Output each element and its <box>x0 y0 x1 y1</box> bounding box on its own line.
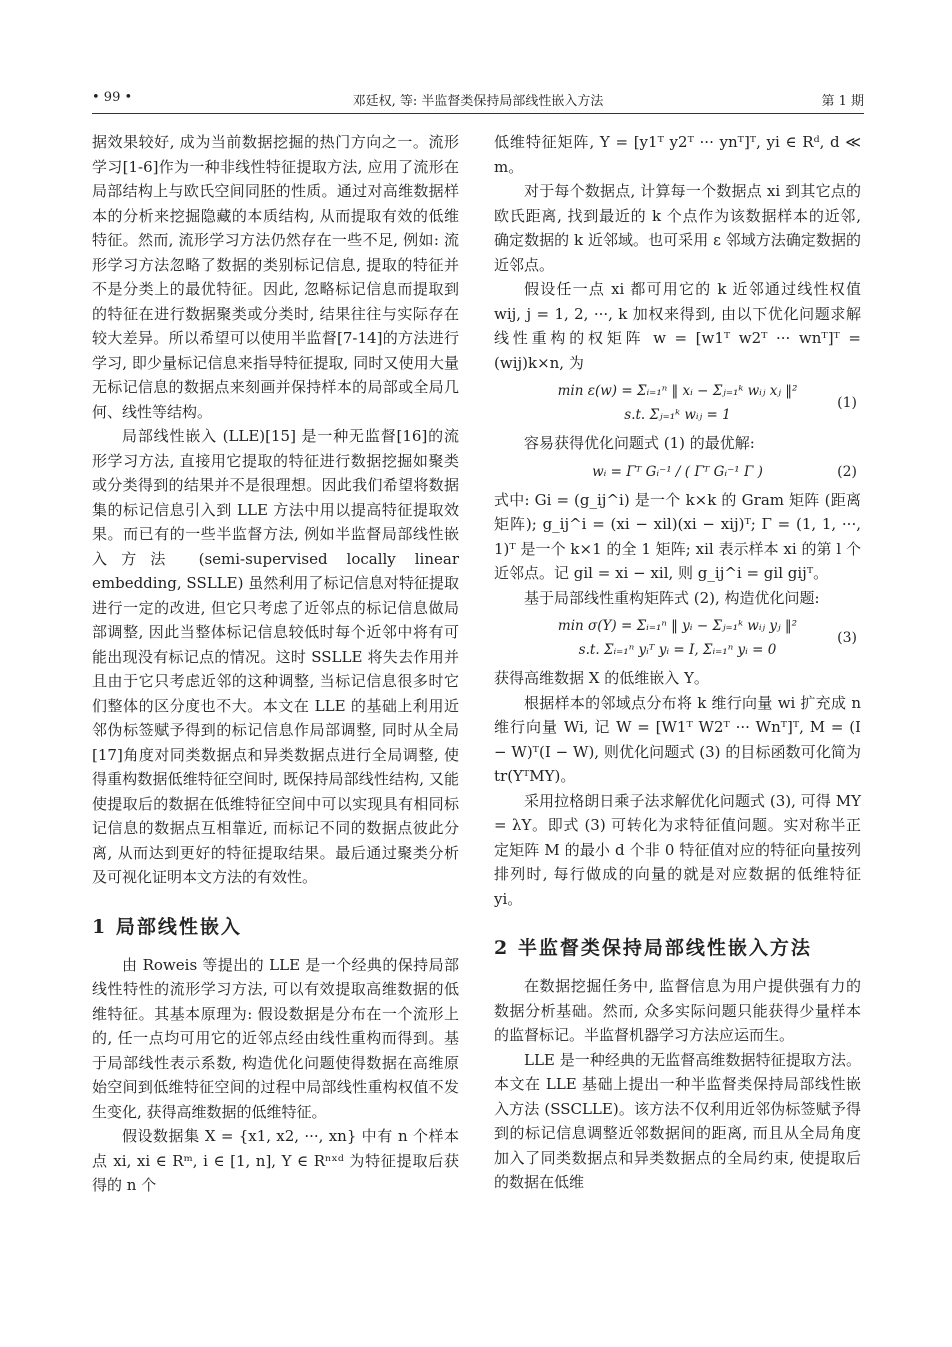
paragraph-lagrange: 采用拉格朗日乘子法求解优化问题式 (3), 可得 MY = λY。即式 (3) 可转化为求特征值问题。实对称半正定矩阵 M 的最小 d 个非 0 特征值对应的特征向量按列排列时, 每行做成的向量的就是对应数据的低维特征 yi。 <box>494 791 861 908</box>
equation-2-formula: wᵢ = Γᵀ Gᵢ⁻¹ / ( Γᵀ Gᵢ⁻¹ Γ ) <box>592 463 763 480</box>
running-title: 邓廷权, 等: 半监督类保持局部线性嵌入方法 <box>352 94 604 109</box>
paragraph-supervision: 在数据挖掘任务中, 监督信息为用户提供强有力的数据分析基础。然而, 众多实际问题只能获得少量样本的监督标记。半监督机器学习方法应运而生。 <box>494 977 861 1044</box>
equation-3-objective: min σ(Y) = Σᵢ₌₁ⁿ ‖ yᵢ − Σⱼ₌₁ᵏ wᵢⱼ yⱼ ‖² <box>557 618 798 634</box>
section-heading-1: 1 局部线性嵌入 <box>92 915 242 938</box>
paragraph-sscle: LLE 是一种经典的无监督高维数据特征提取方法。本文在 LLE 基础上提出一种半监督类保持局部线性嵌入方法 (SSCLLE)。该方法不仅利用近邻伪标签赋予得到的标记信息调整近邻数据间的距离, 而且从全局角度加入了同类数据点和异类数据点的全局约束, 使提取后的数据在低维 <box>494 1050 861 1191</box>
paragraph-embedding: 获得高维数据 X 的低维嵌入 Y。 <box>494 669 709 687</box>
header-rule <box>92 113 864 114</box>
paragraph-optimal-solution: 容易获得优化问题式 (1) 的最优解: <box>524 434 755 452</box>
issue-label: 第 1 期 <box>821 94 864 109</box>
equation-3-number: (3) <box>837 630 857 646</box>
paragraph-neighbors: 对于每个数据点, 计算每一个数据点 xi 到其它点的欧氏距离, 找到最近的 k 个点作为该数据样本的近邻, 确定数据的 k 近邻域。也可采用 ε 邻域方法确定数据的近邻点。 <box>494 182 861 274</box>
paragraph-lowdim-matrix: 低维特征矩阵, Y = [y1ᵀ y2ᵀ ··· ynᵀ]ᵀ, yi ∈ Rᵈ, d ≪ m。 <box>494 133 861 176</box>
equation-1-number: (1) <box>837 395 857 411</box>
right-column <box>494 130 861 1195</box>
paragraph-construct-problem: 基于局部线性重构矩阵式 (2), 构造优化问题: <box>524 588 820 607</box>
section-heading-2: 2 半监督类保持局部线性嵌入方法 <box>494 937 812 959</box>
left-column <box>92 130 459 1198</box>
equation-2 <box>494 460 861 484</box>
equation-1-constraint: s.t. Σⱼ₌₁ᵏ wᵢⱼ = 1 <box>624 407 731 423</box>
equation-1-objective: min ε(w) = Σᵢ₌₁ⁿ ‖ xᵢ − Σⱼ₌₁ᵏ wᵢⱼ xⱼ ‖² <box>557 383 798 399</box>
equation-3 <box>494 614 861 662</box>
page-number: • 99 • <box>92 90 133 105</box>
equation-3-constraint: s.t. Σᵢ₌₁ⁿ yᵢᵀ yᵢ = I, Σᵢ₌₁ⁿ yᵢ = 0 <box>578 642 777 658</box>
equation-1 <box>494 379 861 427</box>
paragraph-weights: 假设任一点 xi 都可用它的 k 近邻通过线性权值 wij, j = 1, 2, ···, k 加权来得到, 由以下优化问题求解线性重构的权矩阵 w = [w1ᵀ w2ᵀ ··· wnᵀ]ᵀ = (wij)k×n, 为 <box>494 280 861 372</box>
paragraph-lle-1: 由 Roweis 等提出的 LLE 是一个经典的保持局部线性特性的流形学习方法, 可以有效提取高维数据的低维特征。其基本原理为: 假设数据是分布在一个流形上的, 任一点均可用它的近邻点经由线性重构而得到。基于局部线性表示系数, 构造优化问题使得数据在高维原始空间到低维特征空间的过程中局部线性重构权值不发生变化, 获得高维数据的低维特征。 <box>92 955 459 1121</box>
paragraph-expand-vector: 根据样本的邻域点分布将 k 维行向量 wi 扩充成 n 维行向量 Wi, 记 W = [W1ᵀ W2ᵀ ··· Wnᵀ]ᵀ, M = (I − W)ᵀ(I − W), 则优化问题式 (3) 的目标函数可化简为 tr(YᵀMY)。 <box>494 693 861 785</box>
paragraph-intro-2: 局部线性嵌入 (LLE)[15] 是一种无监督[16]的流形学习方法, 直接用它提取的特征进行数据挖掘如聚类或分类得到的结果并不是很理想。因此我们希望将数据集的标记信息引入到 LLE 方法中用以提高特征提取效果。而已有的一些半监督方法, 例如半监督局部线性嵌入方法 (semi-supervised locally linear embedding, SSLLE) 虽然利用了标记信息对特征提取进行一定的改进, 但它只考虑了近邻点的标记信息做局部调整, 因此当整体标记信息较低时每个近邻中将有可能出现没有标记点的情况。这时 SSLLE 将失去作用并且由于它只考虑近邻的这种调整, 当标记信息很多时它们整体的区分度也不大。本文在 LLE 的基础上利用近邻伪标签赋予得到的标记信息作局部调整, 同时从全局[17]角度对同类数据点和异类数据点进行全局调整, 使得重构数据低维特征空间时, 既保持局部线性结构, 又能使提取后的数据在低维特征空间中可以实现具有相同标记信息的数据点互相靠近, 而标记不同的数据点彼此分离, 从而达到更好的特征提取结果。最后通过聚类分析及可视化证明本文方法的有效性。 <box>92 427 459 886</box>
paragraph-gram-matrix: 式中: Gi = (g_ij^i) 是一个 k×k 的 Gram 矩阵 (距离矩阵); g_ij^i = (xi − xil)(xi − xij)ᵀ; Γ = (1, 1, ···, 1)ᵀ 是一个 k×1 的全 1 矩阵; xil 表示样本 xi 的第 l 个近邻点。记 gil = xi − xil, 则 g_ij^i = gil gijᵀ。 <box>494 490 861 582</box>
paragraph-lle-2: 假设数据集 X = {x1, x2, ···, xn} 中有 n 个样本点 xi, xi ∈ Rᵐ, i ∈ [1, n], Y ∈ Rⁿˣᵈ 为特征提取后获得的 n 个 <box>92 1127 459 1194</box>
page-header <box>92 84 864 114</box>
paragraph-intro-1: 据效果较好, 成为当前数据挖掘的热门方向之一。流形学习[1-6]作为一种非线性特征提取方法, 应用了流形在局部结构上与欧氏空间同胚的性质。通过对高维数据样本的分析来挖掘隐藏的本质结构, 从而提取有效的低维特征。然而, 流形学习方法仍然存在一些不足, 例如: 流形学习方法忽略了数据的类别标记信息, 提取的特征并不是分类上的最优特征。因此, 忽略标记信息而提取到的特征在进行数据聚类或分类时, 结果往往与实际存在较大差异。所以希望可以使用半监督[7-14]的方法进行学习, 即少量标记信息来指导特征提取, 同时又使用大量无标记信息的数据点来刻画并保持样本的局部或全局几何、线性等结构。 <box>92 133 459 421</box>
equation-2-number: (2) <box>837 463 857 480</box>
